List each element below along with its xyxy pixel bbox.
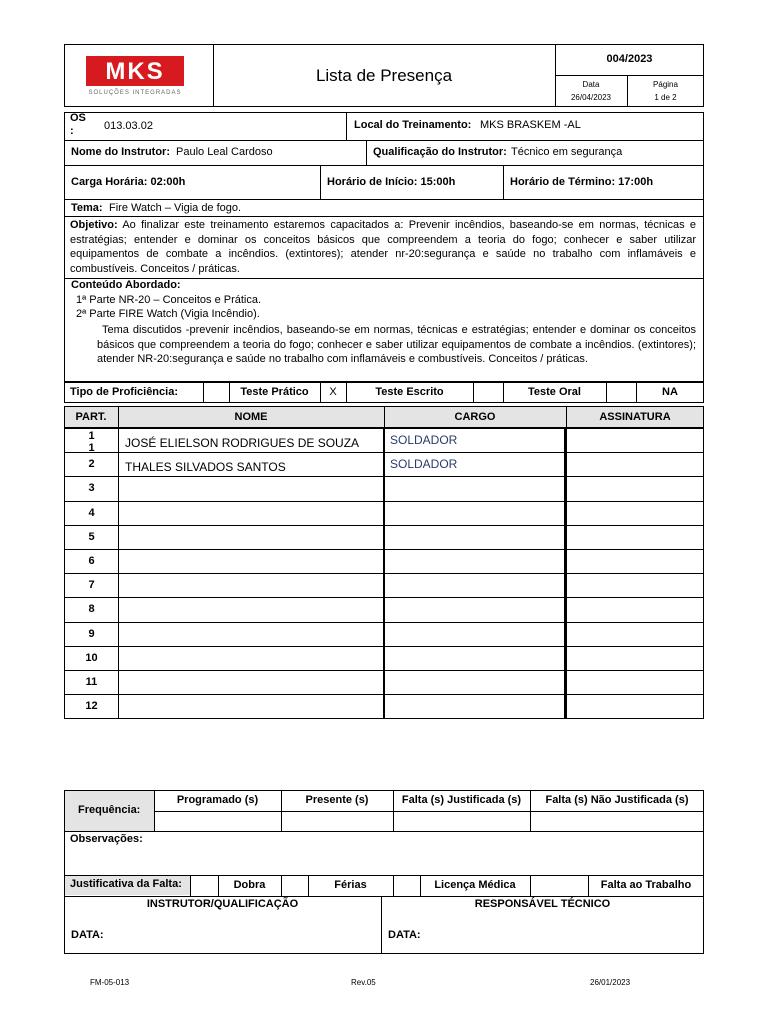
nome-cell[interactable]: [118, 549, 385, 574]
data-responsavel-label: DATA:: [388, 929, 421, 941]
part-number: 1: [88, 430, 95, 442]
nome-cell[interactable]: [118, 501, 385, 526]
frequencia-label: Frequência:: [78, 804, 141, 816]
carga-horaria: Carga Horária: 02:00h: [71, 176, 186, 188]
tema-label: Tema:: [71, 202, 103, 214]
cargo-cell[interactable]: [384, 525, 566, 550]
part-number: 3: [88, 482, 95, 494]
table-row: [64, 694, 704, 718]
teste-pratico-checkbox[interactable]: X: [329, 386, 337, 398]
horario-inicio: Horário de Início: 15:00h: [327, 176, 456, 188]
falta-nao-justificada-label: Falta (s) Não Justificada (s): [545, 794, 689, 806]
nome-cell[interactable]: [118, 597, 385, 623]
table-row: [64, 476, 704, 501]
conteudo-label: Conteúdo Abordado:: [71, 279, 181, 291]
document-number: 004/2023: [606, 53, 653, 65]
part-number: 9: [88, 628, 95, 640]
presente-field[interactable]: [282, 812, 392, 830]
cargo-cell[interactable]: [384, 622, 566, 647]
cargo-cell[interactable]: [384, 694, 566, 719]
assinatura-cell[interactable]: [566, 428, 704, 453]
part-number: 11: [85, 676, 98, 688]
assinatura-cell[interactable]: [566, 452, 704, 477]
footer-date: 26/01/2023: [590, 978, 631, 987]
teste-escrito-checkbox[interactable]: [473, 382, 503, 403]
na-label: NA: [662, 386, 678, 398]
cargo-cell[interactable]: [384, 646, 566, 671]
programado-field[interactable]: [155, 812, 280, 830]
data-value: 26/04/2023: [570, 93, 612, 102]
part-number: 4: [88, 507, 95, 519]
cargo-cell[interactable]: [384, 549, 566, 574]
falta-justificada-field[interactable]: [394, 812, 529, 830]
nome-cell[interactable]: [118, 670, 385, 695]
qualificacao-label: Qualificação do Instrutor:: [373, 146, 507, 158]
table-row: [64, 622, 704, 646]
table-row: [64, 597, 704, 622]
conteudo-line-2: 2ª Parte FIRE Watch (Vigia Incêndio).: [76, 308, 260, 320]
instrutor-value: Paulo Leal Cardoso: [176, 146, 273, 158]
tema-value: Fire Watch – Vigia de fogo.: [109, 202, 242, 214]
programado-label: Programado (s): [176, 794, 259, 806]
pagina-label: Página: [653, 80, 678, 89]
assinatura-cell[interactable]: [566, 525, 704, 550]
table-row: [64, 549, 704, 573]
logo-text: MKS: [105, 58, 165, 85]
form-code: FM-05-013: [90, 978, 130, 987]
instrutor-label: Nome do Instrutor:: [71, 146, 170, 158]
assinatura-cell[interactable]: [566, 476, 704, 502]
nome-cell[interactable]: [118, 573, 385, 598]
nome-cell[interactable]: [118, 694, 385, 719]
cargo-cell[interactable]: [384, 573, 566, 598]
part-number: 8: [88, 603, 95, 615]
os-value: 013.03.02: [104, 120, 153, 132]
nome-cell[interactable]: [118, 476, 385, 502]
instrutor-qualificacao-label: INSTRUTOR/QUALIFICAÇÃO: [146, 898, 299, 910]
teste-escrito-label: Teste Escrito: [375, 386, 444, 398]
part-number-sub: 1: [88, 442, 95, 454]
table-row: [64, 646, 704, 670]
data-label: Data: [582, 80, 600, 89]
header-nome: NOME: [234, 411, 268, 423]
header-assinatura: ASSINATURA: [599, 411, 671, 423]
part-number: 12: [85, 700, 98, 712]
header-part: PART.: [75, 411, 107, 423]
table-row: [64, 670, 704, 694]
teste-oral-checkbox[interactable]: [606, 382, 636, 403]
assinatura-cell[interactable]: [566, 501, 704, 526]
teste-pratico-label: Teste Prático: [240, 386, 309, 398]
nome-cell[interactable]: [118, 525, 385, 550]
cargo-cell[interactable]: [384, 476, 566, 502]
nome-cell[interactable]: [118, 646, 385, 671]
responsavel-signature-field[interactable]: [382, 912, 703, 953]
logo-subtitle: SOLUÇÕES INTEGRADAS: [88, 90, 182, 96]
table-row: [64, 428, 704, 452]
part-number: 5: [88, 531, 95, 543]
cargo-cell[interactable]: [384, 670, 566, 695]
dobra-label: Dobra: [233, 879, 266, 891]
table-row: [64, 573, 704, 597]
falta-trabalho-checkbox[interactable]: [531, 876, 587, 895]
objetivo-paragraph: [70, 218, 696, 276]
teste-oral-label: Teste Oral: [528, 386, 581, 398]
local-label: Local do Treinamento:: [354, 119, 472, 131]
part-number: 2: [88, 458, 95, 470]
falta-justificada-label: Falta (s) Justificada (s): [401, 794, 522, 806]
proficiencia-label: Tipo de Proficiência:: [70, 386, 178, 398]
assinatura-cell[interactable]: [566, 670, 704, 695]
participant-name: THALES SILVADOS SANTOS: [125, 460, 286, 474]
revision: Rev.05: [351, 978, 376, 987]
os-label: OS :: [70, 112, 86, 137]
header-cargo: CARGO: [454, 411, 496, 423]
part-number: 7: [88, 579, 95, 591]
instrutor-signature-field[interactable]: [65, 912, 380, 953]
conteudo-line-1: 1ª Parte NR-20 – Conceitos e Prática.: [76, 294, 262, 306]
local-value: MKS BRASKEM -AL: [480, 119, 581, 131]
table-row: [64, 501, 704, 525]
assinatura-cell[interactable]: [566, 597, 704, 623]
part-number: 10: [85, 652, 98, 664]
presente-label: Presente (s): [305, 794, 369, 806]
table-row: [64, 525, 704, 549]
objetivo-label: Objetivo:: [70, 219, 118, 231]
conteudo-text: Tema discutidos -prevenir incêndios, baseando-se em normas, técnicas e estratégias; entender e dominar os conceitos básicos que compreendem a teoria do fogo; conhecer e saber utilizar equipamentos de combate a incêndios. (extintores); atender NR-20:segurança e saúde no trabalho com inflamáveis e combustíveis. Conceitos / práticas.: [97, 324, 696, 365]
participant-cargo: SOLDADOR: [390, 433, 458, 447]
horario-termino: Horário de Término: 17:00h: [510, 176, 654, 188]
table-row: [64, 452, 704, 476]
licenca-label: Licença Médica: [434, 879, 516, 891]
dobra-checkbox[interactable]: [191, 876, 217, 895]
ferias-checkbox[interactable]: [282, 876, 307, 895]
pagina-value: 1 de 2: [654, 93, 677, 102]
assinatura-cell[interactable]: [566, 622, 704, 647]
mks-logo: [86, 56, 184, 86]
page-title: Lista de Presença: [315, 66, 453, 85]
falta-nao-justificada-field[interactable]: [531, 812, 703, 830]
cargo-cell[interactable]: [384, 597, 566, 623]
nome-cell[interactable]: [118, 622, 385, 647]
objetivo-text: Ao finalizar este treinamento estaremos capacitados a: Prevenir incêndios, baseando-se em normas, técnicas e estratégias; entender e dominar os conceitos básicos que compreendem a teoria do fogo; conhecer e saber utilizar equipamentos de combate a incêndios. (extintores); atender nr-20:segurança e saúde no trabalho com inflamáveis e combustíveis. Conceitos / práticas.: [70, 219, 696, 275]
responsavel-tecnico-label: RESPONSÁVEL TÉCNICO: [474, 898, 611, 910]
assinatura-cell[interactable]: [566, 573, 704, 598]
data-instrutor-label: DATA:: [71, 929, 104, 941]
qualificacao-value: Técnico em segurança: [511, 146, 623, 158]
falta-trabalho-label: Falta ao Trabalho: [600, 879, 692, 891]
participant-cargo: SOLDADOR: [390, 457, 458, 471]
assinatura-cell[interactable]: [566, 549, 704, 574]
cargo-cell[interactable]: [384, 501, 566, 526]
justificativa-label: Justificativa da Falta:: [70, 878, 182, 890]
licenca-checkbox[interactable]: [394, 876, 419, 895]
observacoes-field[interactable]: [65, 848, 703, 874]
part-number: 6: [88, 555, 95, 567]
assinatura-cell[interactable]: [566, 694, 704, 719]
participant-name: JOSÉ ELIELSON RODRIGUES DE SOUZA: [125, 436, 360, 450]
ferias-label: Férias: [334, 879, 367, 891]
assinatura-cell[interactable]: [566, 646, 704, 671]
observacoes-label: Observações:: [70, 833, 143, 845]
